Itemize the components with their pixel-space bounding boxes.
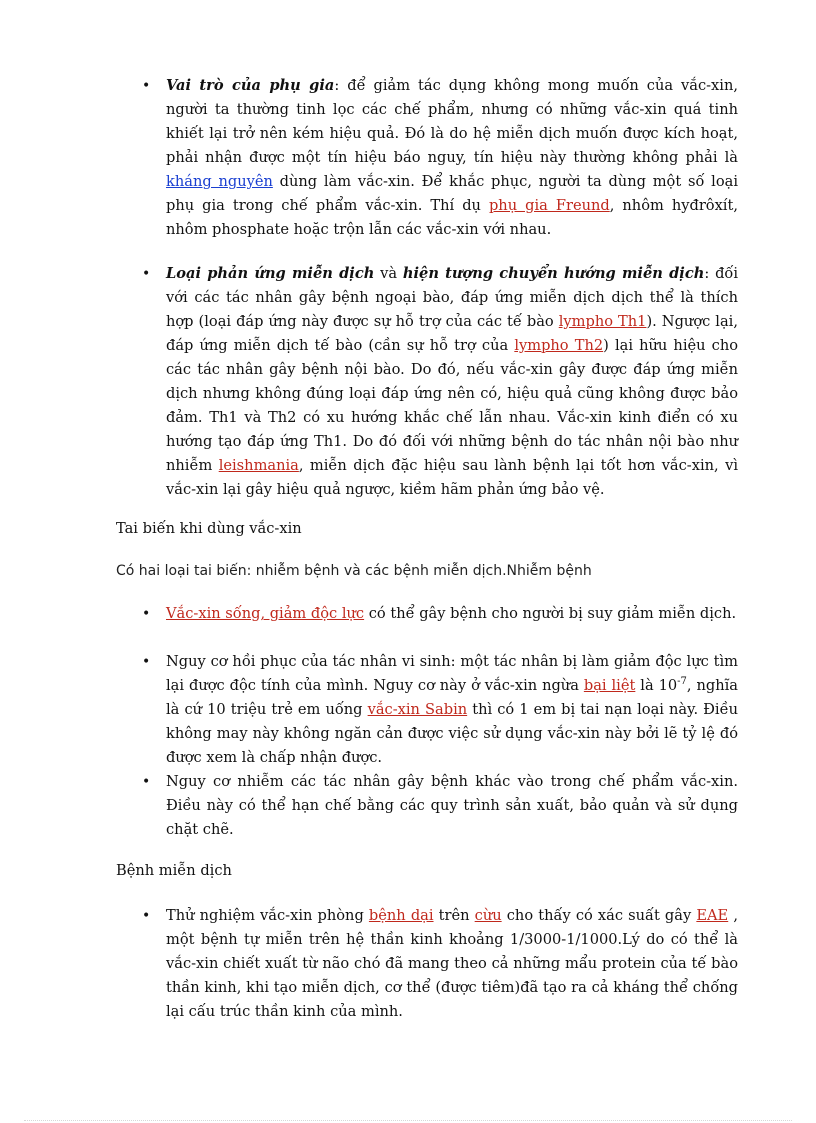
bullet-icon: •	[142, 266, 151, 282]
link-live-attenuated-vaccine[interactable]: Vắc-xin sống, giảm độc lực	[166, 605, 365, 622]
bullet-item-live-vaccine	[142, 602, 738, 626]
bullet-item-immune-response	[142, 262, 739, 502]
link-benh-dai[interactable]: bệnh dại	[368, 907, 434, 924]
link-phu-gia-freund[interactable]: phụ gia Freund	[488, 197, 610, 214]
text: trên	[433, 907, 475, 924]
term-immune-shift: hiện tượng chuyển hướng miễn dịch	[402, 265, 705, 282]
text: Nguy cơ hồi phục của tác nhân vi sinh: một tác nhân bị làm giảm độc lực tìm lại được độc tính của mình. Nguy cơ này ở vắc-xin ngừa	[166, 653, 738, 694]
page-bottom-divider	[24, 1120, 792, 1121]
text: thì có 1 em bị tai nạn loại này. Điều không may này không ngăn cản được việc sử dụng vắc-xin này bởi lẽ tỷ lệ đó được xem là chấp nhận được.	[166, 701, 738, 766]
text: , nghĩa là cứ 10 triệu trẻ em uống	[166, 677, 738, 718]
link-bai-liet[interactable]: bại liệt	[583, 677, 636, 694]
text: : để giảm tác dụng không mong muốn của vắc-xin, người ta thường tinh lọc các chế phẩm, nhưng có những vắc-xin quá tinh khiết lại trở nên kém hiệu quả. Đó là do hệ miễn dịch muốn được kích hoạt, phải nhận được một tín hiệu báo nguy, tín hiệu này thường không phải là	[166, 77, 738, 166]
text: ). Ngược lại, đáp ứng miễn dịch tế bào (cần sự hỗ trợ của	[166, 313, 738, 354]
heading-vaccine-complications: Tai biến khi dùng vắc-xin	[116, 520, 302, 537]
link-eae[interactable]: EAE	[696, 907, 729, 924]
intro-paragraph: Có hai loại tai biến: nhiễm bệnh và các bệnh miễn dịch.Nhiễm bệnh	[116, 563, 592, 579]
bullet-item-contamination-risk	[142, 770, 738, 842]
text: cho thấy có xác suất gây	[501, 907, 697, 924]
link-lympho-th2[interactable]: lympho Th2	[514, 337, 604, 354]
text: là 10	[635, 677, 678, 694]
link-lympho-th1[interactable]: lympho Th1	[558, 313, 647, 330]
bullet-item-rabies-trial	[142, 904, 738, 1024]
text: ) lại hữu hiệu cho các tác nhân gây bệnh nội bào. Do đó, nếu vắc-xin gây được đáp ứng miễn dịch nhưng không đúng loại đáp ứng nên có, hiệu quả cũng không được bảo đảm. Th1 và Th2 có xu hướng khắc chế lẫn nhau. Vắc-xin kinh điển có xu hướng tạo đáp ứng Th1. Do đó đối với những bệnh do tác nhân nội bào như nhiễm	[166, 337, 739, 474]
bullet-icon: •	[142, 774, 151, 790]
text: dùng làm vắc-xin. Để khắc phục, người ta dùng một số loại phụ gia trong chế phẩm vắc-xin. Thí dụ	[166, 173, 738, 214]
link-leishmania[interactable]: leishmania	[218, 457, 299, 474]
text: có thể gây bệnh cho người bị suy giảm miễn dịch.	[364, 605, 737, 622]
text: và	[374, 265, 403, 282]
bullet-item-reversion-risk	[142, 650, 738, 770]
text: , miễn dịch đặc hiệu sau lành bệnh lại tốt hơn vắc-xin, vì vắc-xin lại gây hiệu quả ngược, kiềm hãm phản ứng bảo vệ.	[166, 457, 739, 498]
text: , một bệnh tự miễn trên hệ thần kinh khoảng 1/3000-1/1000.Lý do có thể là vắc-xin chiết xuất từ não chó đã mang theo cả những mẩu protein của tế bào thần kinh, khi tạo miễn dịch, cơ thể (được tiêm)đã tạo ra cả kháng thể chống lại cấu trúc thần kinh của mình.	[166, 907, 738, 1020]
bullet-icon: •	[142, 908, 151, 924]
term-immune-type: Loại phản ứng miễn dịch	[166, 265, 375, 282]
bullet-item-additives	[142, 74, 738, 242]
text: : đối với các tác nhân gây bệnh ngoại bào, đáp ứng miễn dịch dịch thể là thích hợp (loại đáp ứng này được sự hỗ trợ của các tế bào	[166, 265, 739, 330]
bullet-icon: •	[142, 78, 151, 94]
text: Nguy cơ nhiễm các tác nhân gây bệnh khác vào trong chế phẩm vắc-xin. Điều này có thể hạn chế bằng các quy trình sản xuất, bảo quản và sử dụng chặt chẽ.	[166, 773, 738, 838]
heading-immune-diseases: Bệnh miễn dịch	[116, 862, 232, 879]
text: Thử nghiệm vắc-xin phòng	[166, 907, 369, 924]
bullet-icon: •	[142, 606, 151, 622]
superscript-exponent: -7	[677, 676, 687, 688]
text: , nhôm hyđrôxít, nhôm phosphate hoặc trộn lẫn các vắc-xin với nhau.	[166, 197, 738, 238]
link-vaccine-sabin[interactable]: vắc-xin Sabin	[367, 701, 468, 718]
link-cuu[interactable]: cừu	[474, 907, 502, 924]
term-additive-role: Vai trò của phụ gia	[166, 77, 335, 94]
link-khang-nguyen[interactable]: kháng nguyên	[166, 173, 273, 190]
bullet-icon: •	[142, 654, 151, 670]
